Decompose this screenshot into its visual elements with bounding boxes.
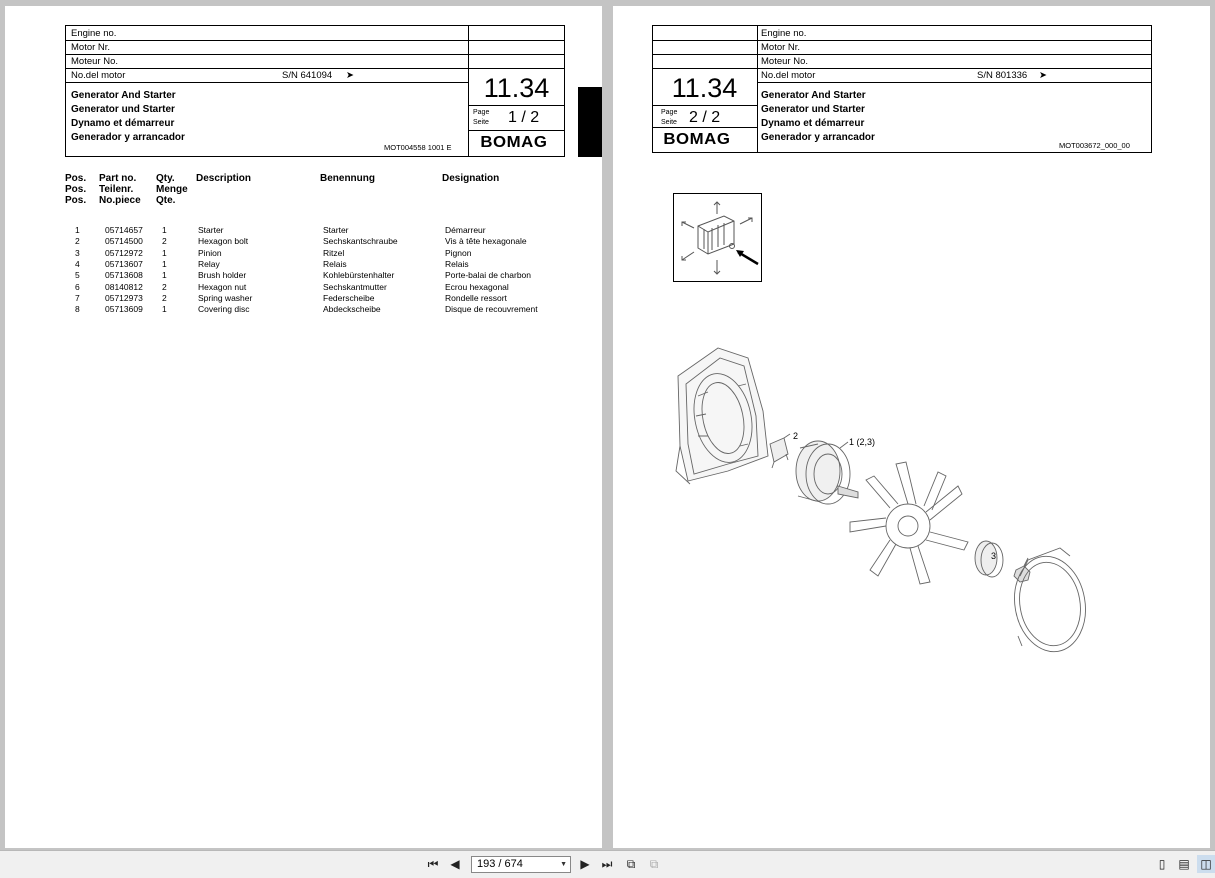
title-es: Generador y arrancador	[71, 132, 185, 143]
designation-cell: Rondelle ressort	[445, 292, 507, 303]
qty-cell: 2	[162, 281, 167, 292]
designation-cell: Pignon	[445, 247, 472, 258]
description-cell: Relay	[198, 258, 220, 269]
callout-3: 3	[991, 551, 997, 561]
serial-number: S/N 801336	[977, 70, 1028, 81]
prev-page-icon[interactable]: ◀	[450, 857, 460, 871]
benennung-cell: Starter	[323, 225, 349, 235]
part-number-cell: 05713607	[105, 258, 143, 269]
benennung-cell: Abdeckscheibe	[323, 304, 381, 315]
benennung-cell: Ritzel	[323, 247, 345, 258]
serial-number: S/N 641094	[282, 70, 333, 81]
page-next-view-icon[interactable]: ⧉	[649, 857, 659, 871]
pos-cell: 5	[75, 270, 80, 281]
callout-2: 2	[793, 431, 799, 441]
description-cell: Covering disc	[198, 304, 250, 315]
qty-cell: 2	[162, 292, 167, 303]
no-del-motor-label: No.del motor	[71, 70, 126, 81]
engine-location-icon	[674, 194, 761, 281]
engine-location-pictogram	[673, 193, 762, 282]
viewer-toolbar	[0, 850, 1215, 878]
header-box	[652, 25, 1152, 153]
exploded-view-drawing	[668, 336, 1088, 656]
col-part-header: Part no. Teilenr. No.piece	[99, 173, 141, 206]
left-page	[5, 6, 602, 848]
part-number-cell: 05714500	[105, 236, 143, 247]
designation-cell: Porte-balai de charbon	[445, 270, 532, 281]
page-prev-view-icon[interactable]: ⧉	[626, 857, 636, 871]
pos-cell: 8	[75, 304, 80, 315]
title-en: Generator And Starter	[761, 90, 866, 101]
bomag-logo: BOMAG	[480, 134, 548, 151]
col-pos-header: Pos. Pos. Pos.	[65, 173, 87, 206]
pos-cell: 3	[75, 247, 80, 258]
single-page-icon[interactable]: ▯	[1158, 857, 1166, 871]
last-page-icon[interactable]: ⏭	[601, 857, 613, 871]
no-del-motor-label: No.del motor	[761, 70, 816, 81]
designation-cell: Disque de recouvrement	[445, 304, 538, 315]
seite-label: Seite	[661, 119, 677, 126]
benennung-cell: Sechskantmutter	[323, 281, 387, 292]
engine-no-label: Engine no.	[761, 28, 807, 39]
pos-cell: 4	[75, 258, 80, 269]
col-benennung-header: Benennung	[320, 173, 375, 184]
qty-cell: 1	[162, 247, 167, 258]
designation-cell: Vis à tête hexagonale	[445, 236, 527, 247]
title-fr: Dynamo et démarreur	[761, 118, 865, 129]
title-es: Generador y arrancador	[761, 132, 875, 143]
group-number: 11.34	[483, 73, 550, 103]
qty-cell: 1	[162, 270, 167, 281]
bomag-logo: BOMAG	[663, 131, 731, 148]
description-cell: Pinion	[198, 247, 222, 258]
document-id: MOT003672_000_00	[1059, 141, 1130, 150]
part-number-cell: 05713608	[105, 270, 143, 281]
page-of: 1 / 2	[508, 109, 540, 126]
designation-cell: Démarreur	[445, 225, 486, 235]
serial-arrow-icon: ➤	[1039, 70, 1047, 81]
continuous-page-icon[interactable]: ▤	[1178, 857, 1190, 871]
description-cell: Hexagon nut	[198, 281, 247, 292]
pos-cell: 7	[75, 292, 80, 303]
header-box	[65, 25, 565, 157]
right-page	[613, 6, 1210, 848]
first-page-icon[interactable]: ⏮	[427, 857, 439, 871]
description-cell: Spring washer	[198, 292, 253, 303]
document-id: MOT004558 1001 E	[384, 143, 452, 152]
part-number-cell: 05712973	[105, 292, 143, 303]
facing-pages-icon[interactable]: ◫	[1197, 855, 1215, 873]
motor-nr-label: Motor Nr.	[71, 42, 111, 53]
col-designation-header: Designation	[442, 173, 500, 184]
benennung-cell: Sechskantschraube	[323, 236, 398, 247]
motor-nr-label: Motor Nr.	[761, 42, 801, 53]
page-of: 2 / 2	[689, 109, 721, 126]
col-qty-header: Qty. Menge Qte.	[156, 173, 188, 206]
pos-cell: 6	[75, 281, 80, 292]
page-indicator: 193 / 674	[477, 858, 523, 870]
qty-cell: 1	[162, 304, 167, 315]
page-number-select[interactable]	[471, 856, 571, 873]
designation-cell: Ecrou hexagonal	[445, 281, 509, 292]
part-number-cell: 05714657	[105, 225, 143, 235]
section-tab-marker	[578, 87, 602, 157]
title-en: Generator And Starter	[71, 90, 176, 101]
title-de: Generator und Starter	[761, 104, 865, 115]
col-description-header: Description	[196, 173, 252, 184]
callout-1: 1 (2,3)	[849, 437, 876, 447]
moteur-no-label: Moteur No.	[761, 56, 808, 67]
moteur-no-label: Moteur No.	[71, 56, 118, 67]
pos-cell: 2	[75, 236, 80, 247]
benennung-cell: Federscheibe	[323, 292, 375, 303]
qty-cell: 2	[162, 236, 167, 247]
engine-no-label: Engine no.	[71, 28, 117, 39]
group-number: 11.34	[671, 73, 738, 103]
page-label: Page	[473, 109, 490, 116]
benennung-cell: Relais	[323, 258, 347, 269]
description-cell: Starter	[198, 225, 224, 235]
designation-cell: Relais	[445, 258, 469, 269]
title-de: Generator und Starter	[71, 104, 175, 115]
chevron-down-icon: ▼	[560, 861, 567, 868]
qty-cell: 1	[162, 258, 167, 269]
pos-cell: 1	[75, 225, 80, 235]
next-page-icon[interactable]: ▶	[580, 857, 590, 871]
benennung-cell: Kohlebürstenhalter	[323, 270, 395, 281]
part-number-cell: 08140812	[105, 281, 143, 292]
qty-cell: 1	[162, 225, 167, 235]
part-number-cell: 05712972	[105, 247, 143, 258]
part-number-cell: 05713609	[105, 304, 143, 315]
page-label: Page	[661, 109, 678, 116]
description-cell: Hexagon bolt	[198, 236, 249, 247]
description-cell: Brush holder	[198, 270, 247, 281]
seite-label: Seite	[473, 119, 489, 126]
serial-arrow-icon: ➤	[346, 70, 354, 81]
title-fr: Dynamo et démarreur	[71, 118, 175, 129]
